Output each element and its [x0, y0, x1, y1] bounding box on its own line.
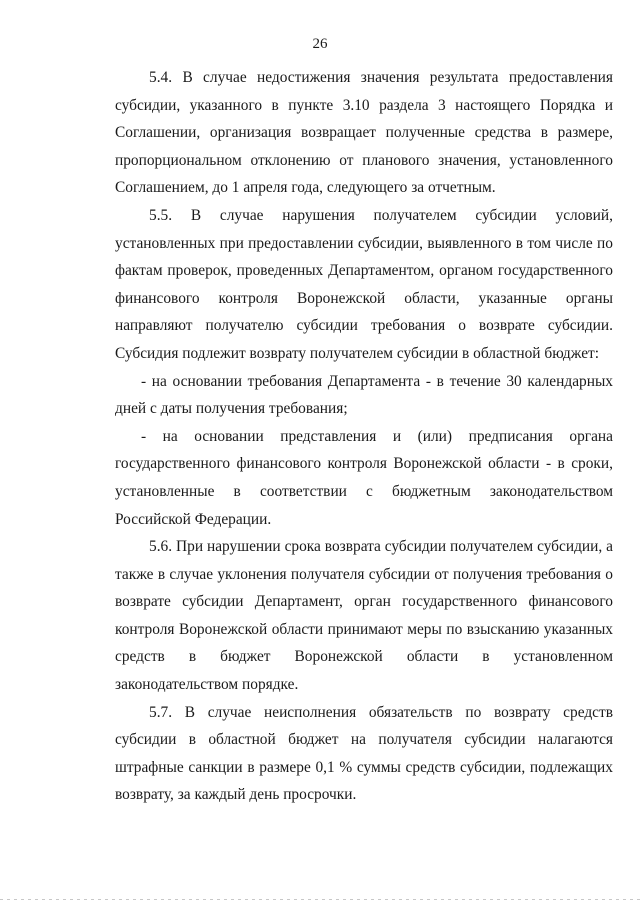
list-item-control-order: - на основании представления и (или) предписания органа государственного финансового контроля Воронежской области - в сроки, установленные в соответствии с бюджетным законодательством Российской Федерации. — [115, 427, 613, 528]
paragraph-5-4: 5.4. В случае недостижения значения результата предоставления субсидии, указанного в пункте 3.10 раздела 3 настоящего Порядка и Соглашении, организация возвращает полученные средства в размере, пропорциональном отклонению от планового значения, установленного Соглашением, до 1 апреля года, следующего за отчетным. — [115, 69, 613, 197]
list-item-demand: - на основании требования Департамента - в течение 30 календарных дней с даты получения требования; — [115, 372, 613, 418]
paragraph-5-7: 5.7. В случае неисполнения обязательств по возврату средств субсидии в областной бюджет на получателя субсидии налагаются штрафные санкции в размере 0,1 % суммы средств субсидии, подлежащих возврату, за каждый день просрочки. — [115, 703, 613, 804]
paragraph-5-6: 5.6. При нарушении срока возврата субсидии получателем субсидии, а также в случае уклонения получателя субсидии от получения требования о возврате субсидии Департамент, орган государственного финансового контроля Воронежской области принимают меры по взысканию указанных средств в бюджет Воронежской области в установленном законодательством порядке. — [115, 538, 613, 694]
paragraph-5-5: 5.5. В случае нарушения получателем субсидии условий, установленных при предоставлении субсидии, выявленного в том числе по фактам проверок, проведенных Департаментом, органом государственного финансового контроля Воронежской области, указанные органы направляют получателю субсидии требования о возврате субсидии. Субсидия подлежит возврату получателем субсидии в областной бюджет: — [115, 206, 613, 362]
document-body — [115, 64, 613, 809]
page-number: 26 — [312, 36, 328, 52]
scan-edge-line — [0, 899, 640, 900]
